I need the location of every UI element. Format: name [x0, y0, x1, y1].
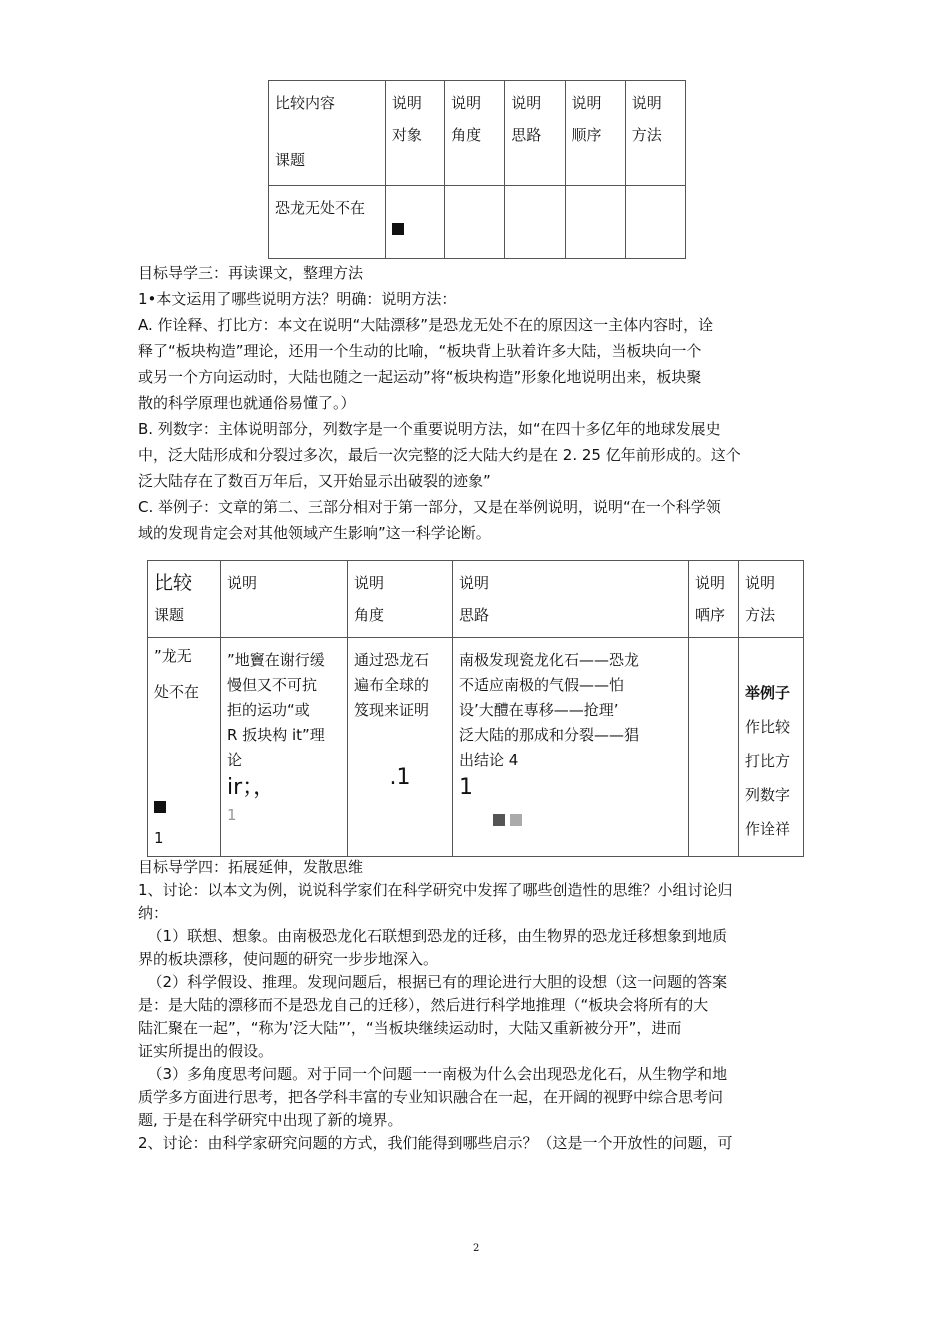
header-label: 比较内容 — [275, 94, 336, 112]
text-line: B. 列数字：主体说明部分，列数字是一个重要说明方法，如“在四十多亿年的地球发展史 — [138, 420, 721, 438]
header-label: 思路 — [459, 606, 490, 624]
text-line: 题, 于是在科学研究中出现了新的境界。 — [138, 1111, 403, 1129]
black-square-mark — [154, 801, 166, 813]
cell-line: 出结论 4 — [459, 751, 519, 769]
header-label: 课题 — [154, 606, 185, 624]
cell-line: 南极发现瓷龙化石——恐龙 — [459, 651, 640, 669]
header-cell — [689, 561, 739, 638]
text-line: 释了“板块构造”理论，还用一个生动的比喻，“板块背上驮着许多大陆，当板块向一个 — [138, 342, 702, 360]
header-cell — [269, 81, 386, 186]
text-line: 2、讨论：由科学家研究问题的方式，我们能得到哪些启示？（这是一个开放性的问题，可 — [138, 1134, 733, 1152]
cell-line: ”地竇在谢行缓 — [227, 651, 325, 669]
comparison-table-2 — [147, 560, 804, 857]
text-line: C. 举例子：文章的第二、三部分相对于第一部分，又是在举例说明，说明“在一个科学领 — [138, 498, 721, 516]
cell-line: 作诠祥 — [745, 820, 791, 838]
header-label: 说明 — [695, 574, 726, 592]
cell-line: 1 — [459, 775, 473, 800]
text-line: 散的科学原理也就通俗易懂了。） — [138, 394, 356, 412]
cell-line: 慢但又不可抗 — [227, 676, 318, 694]
header-cell — [348, 561, 453, 638]
cell-line: .1 — [389, 765, 411, 790]
cell-line: 处不在 — [154, 683, 200, 701]
text-line: 或另一个方向运动时，大陆也随之一起运动”将“板块构造”形象化地说明出来，板块聚 — [138, 368, 702, 386]
comparison-table-1 — [268, 80, 686, 259]
header-cell — [739, 561, 804, 638]
text-line: 纳： — [138, 904, 169, 922]
cell-line: 泛大陆的那成和分裂——猖 — [459, 726, 640, 744]
header-cell: 说明 方法 — [625, 81, 685, 186]
cell-approach — [453, 638, 689, 857]
header-label: 方法 — [745, 606, 776, 624]
gray-squares-mark — [493, 809, 682, 834]
text-line: 证实所提出的假设。 — [138, 1042, 274, 1060]
cell-line: 1 — [227, 806, 237, 824]
text-line: 1、讨论：以本文为例，说说科学家们在科学研究中发挥了哪些创造性的思维？小组讨论归 — [138, 881, 733, 899]
header-sub-label: 课题 — [275, 151, 306, 169]
cell — [505, 186, 565, 259]
cell-line: 遍布全球的 — [354, 676, 430, 694]
black-square-mark — [392, 223, 404, 235]
cell — [385, 186, 444, 259]
header-cell — [221, 561, 348, 638]
text-line: 泛大陆存在了数百万年后，又开始显示出破裂的迹象” — [138, 472, 491, 490]
cell — [565, 186, 625, 259]
header-label: 哂序 — [695, 606, 726, 624]
text-line: 陆汇聚在一起”，“称为’泛大陆”’，“当板块继续运动时，大陆又重新被分开”，进而 — [138, 1019, 682, 1037]
cell-topic — [148, 638, 221, 857]
row-title: 恐龙无处不在 — [269, 186, 386, 259]
cell-order — [689, 638, 739, 857]
text-line: 是：是大陆的漂移而不是恐龙自己的迁移），然后进行科学地推理（“板块会将所有的大 — [138, 996, 709, 1014]
cell-line: ”龙无 — [154, 647, 192, 665]
text-line: 1•本文运用了哪些说明方法？明确：说明方法： — [138, 290, 457, 308]
cell-line: 笈现来证明 — [354, 701, 430, 719]
cell-line: 作比较 — [745, 718, 791, 736]
cell-line: 通过恐龙石 — [354, 651, 430, 669]
section-heading: 目标导学四：拓展延伸，发散思维 — [138, 858, 364, 876]
text-line: 界的板块漂移，使问题的研究一步步地深入。 — [138, 950, 439, 968]
header-label: 说明 — [354, 574, 385, 592]
cell-object — [221, 638, 348, 857]
cell-line: 举例子 — [745, 684, 791, 702]
header-label: 说明 — [745, 574, 776, 592]
section-heading: 目标导学三：再读课文，整理方法 — [138, 264, 364, 282]
text-line: A. 作诠释、打比方：本文在说明“大陆漂移”是恐龙无处不在的原因这一主体内容时，诠 — [138, 316, 714, 334]
header-cell — [148, 561, 221, 638]
header-label: 角度 — [354, 606, 385, 624]
text-line: 域的发现肯定会对其他领域产生影响”这一科学论断。 — [138, 524, 491, 542]
header-cell: 说明 角度 — [445, 81, 505, 186]
header-cell: 说明 思路 — [505, 81, 565, 186]
text-line: （3）多角度思考问题。对于同一个问题一一南极为什么会出现恐龙化石，从生物学和地 — [138, 1065, 728, 1083]
cell-line: 1 — [154, 829, 164, 847]
cell-line: 论 — [227, 751, 243, 769]
cell-methods — [739, 638, 804, 857]
text-line: （2）科学假设、推理。发现问题后，根据已有的理论进行大胆的设想（这一问题的答案 — [138, 973, 728, 991]
text-line: 质学多方面进行思考，把各学科丰富的专业知识融合在一起，在开阔的视野中综合思考问 — [138, 1088, 724, 1106]
header-cell: 说明 对象 — [385, 81, 444, 186]
text-line: 中，泛大陆形成和分裂过多次，最后一次完整的泛大陆大约是在 2. 25 亿年前形成的。这个 — [138, 446, 741, 464]
cell-angle — [348, 638, 453, 857]
page-number: 2 — [473, 1243, 480, 1254]
header-cell — [453, 561, 689, 638]
cell-line: 打比方 — [745, 752, 791, 770]
cell-line: 设’大醴在専移——抢理’ — [459, 701, 619, 719]
cell-line: R 扳块构 it”理 — [227, 726, 325, 744]
cell — [625, 186, 685, 259]
cell — [445, 186, 505, 259]
cell-line: 不适应南极的气假——怕 — [459, 676, 625, 694]
header-cell: 说明 顺序 — [565, 81, 625, 186]
text-line: （1）联想、想象。由南极恐龙化石联想到恐龙的迁移，由生物界的恐龙迁移想象到地质 — [138, 927, 728, 945]
header-label: 比较 — [154, 572, 193, 594]
cell-line: 列数字 — [745, 786, 791, 804]
header-label: 说明 — [227, 574, 258, 592]
cell-line: 拒的运功“或 — [227, 701, 310, 719]
header-label: 说明 — [459, 574, 490, 592]
cell-line: ir；， — [227, 775, 276, 800]
